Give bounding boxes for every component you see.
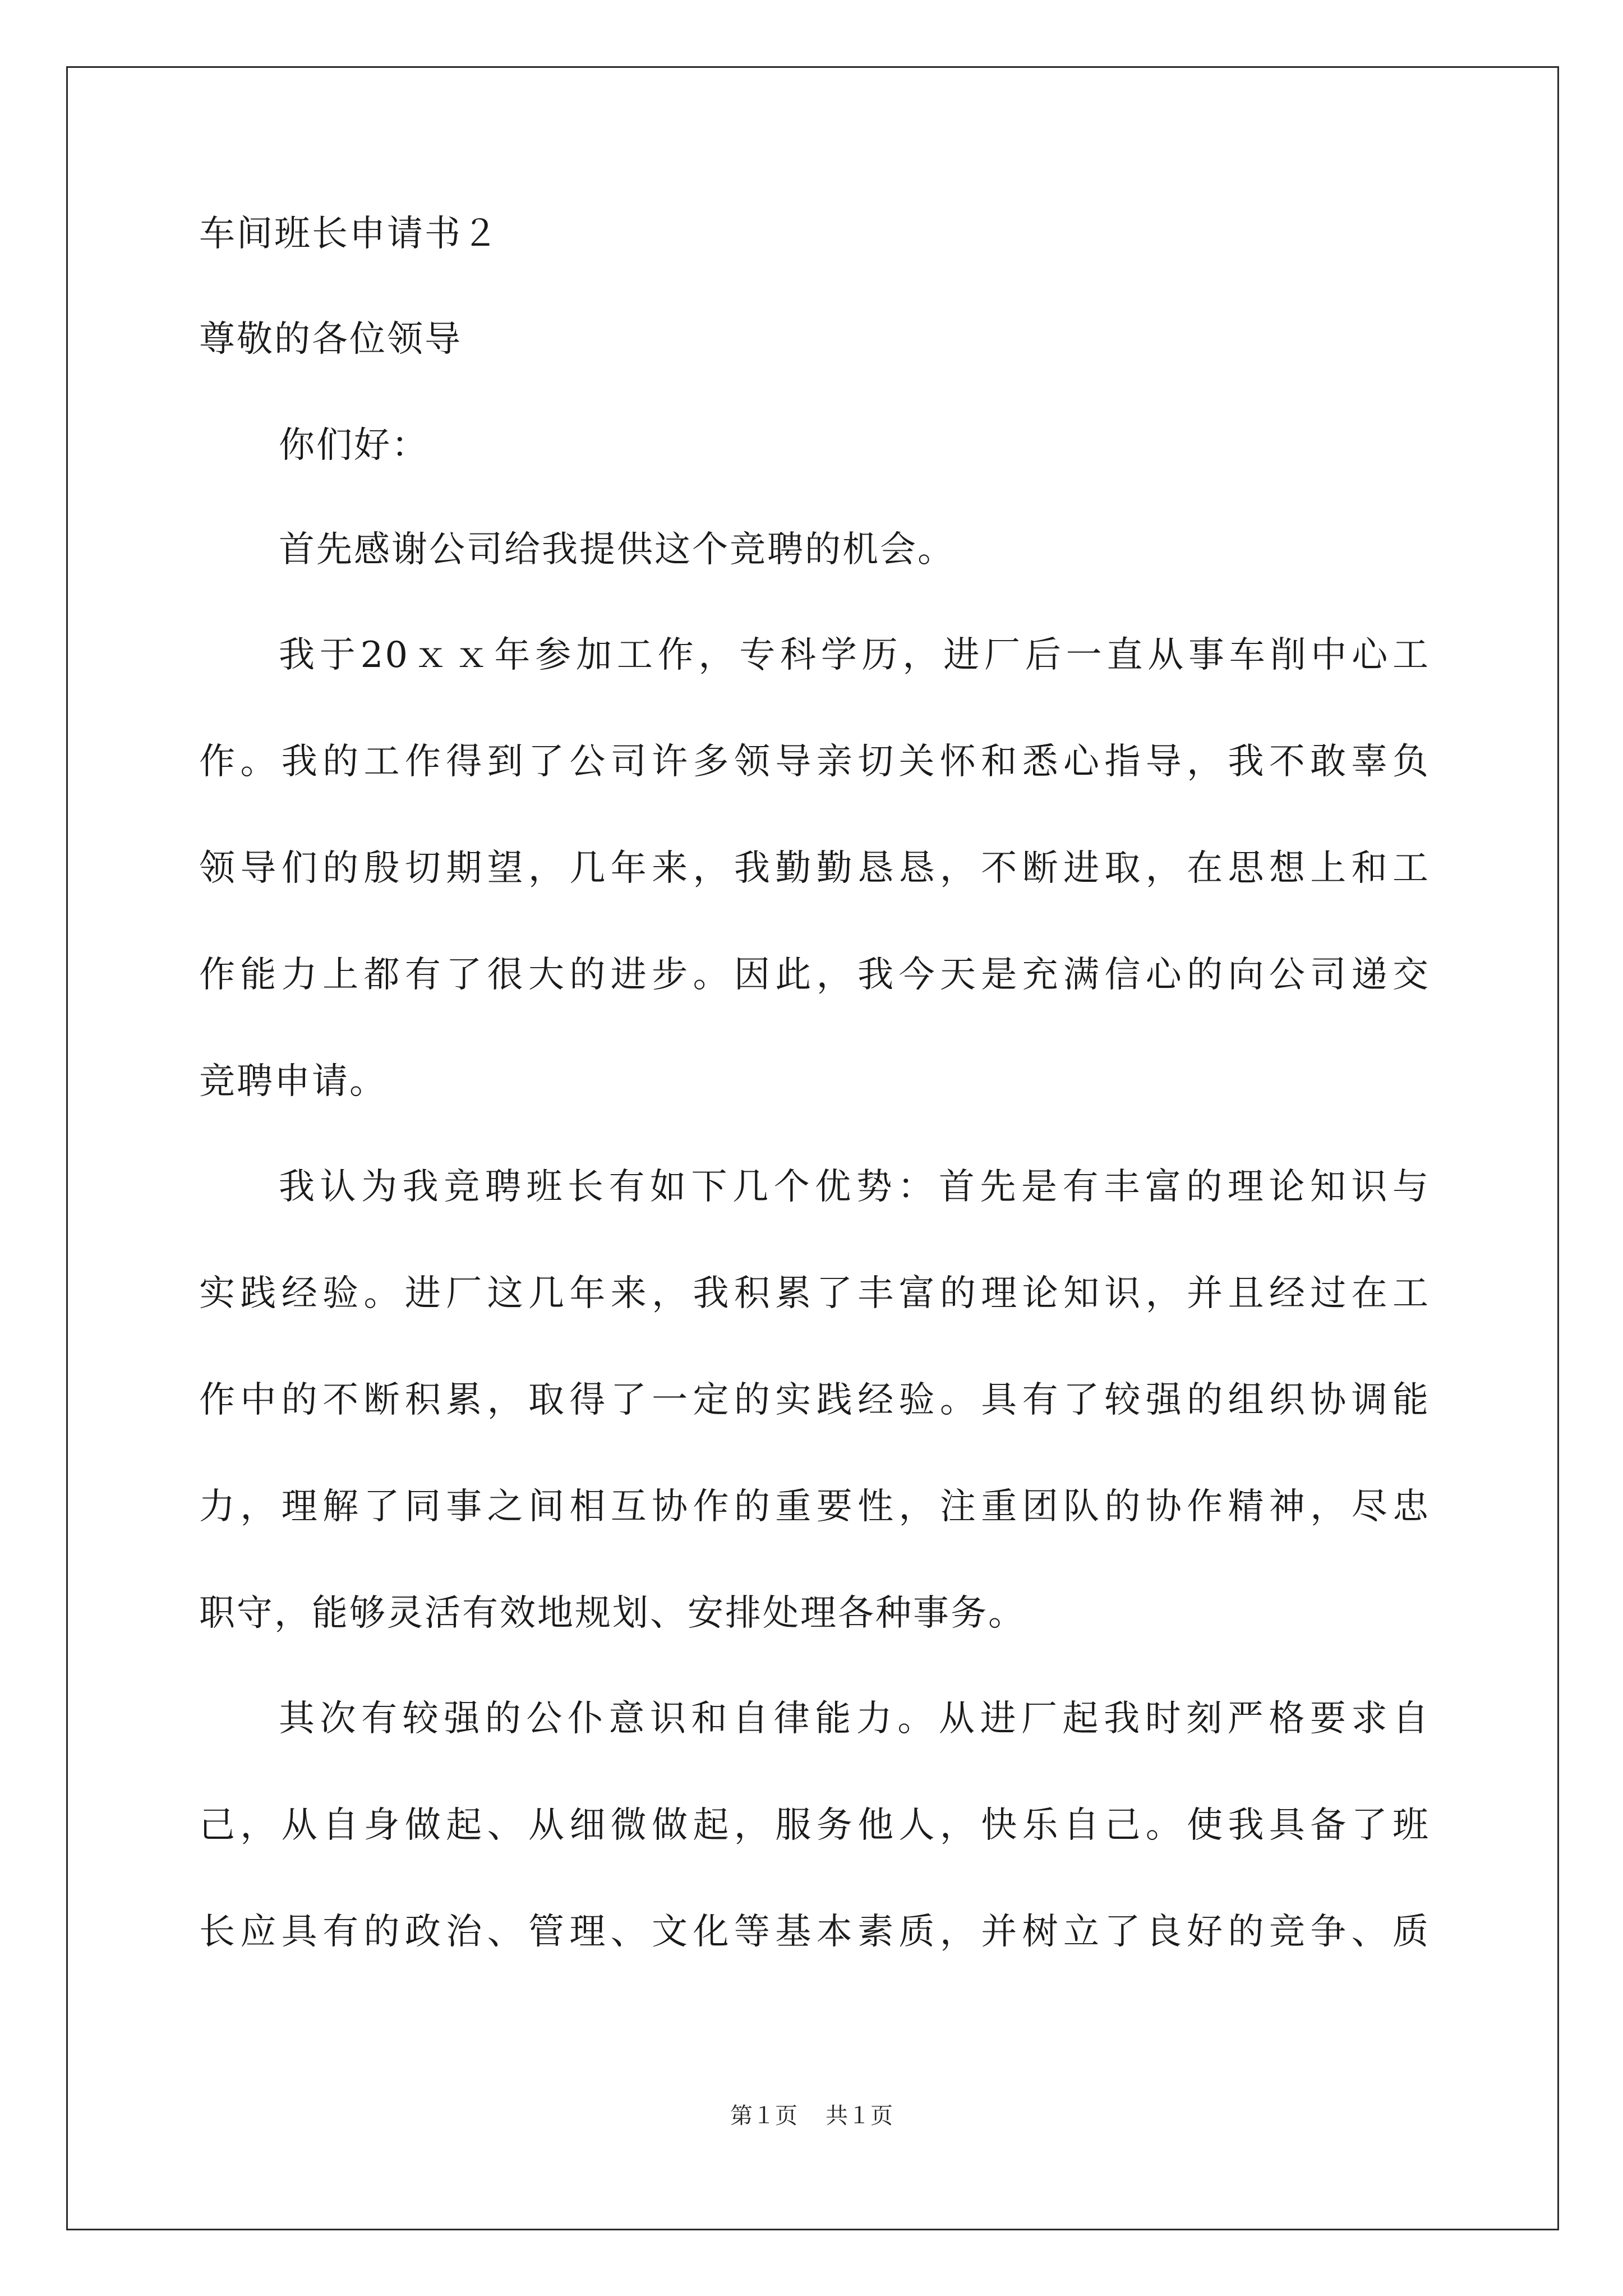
salutation: 尊敬的各位领导 [199, 319, 462, 360]
paragraph-line: 力，理解了同事之间相互协作的重要性，注重团队的协作精神，尽忠 [199, 1486, 1430, 1527]
paragraph-line: 首先感谢公司给我提供这个竞聘的机会。 [279, 529, 955, 570]
document-title: 车间班长申请书２ [199, 213, 500, 255]
paragraph-line: 作。我的工作得到了公司许多领导亲切关怀和悉心指导，我不敢辜负 [199, 741, 1430, 783]
paragraph-line: 我于20ｘｘ年参加工作，专科学历，进厂后一直从事车削中心工 [279, 634, 1430, 676]
paragraph-2 [199, 634, 1430, 1102]
paragraph-4 [199, 1698, 1430, 1953]
paragraph-line: 职守，能够灵活有效地规划、安排处理各种事务。 [199, 1593, 1026, 1634]
paragraph-line: 我认为我竞聘班长有如下几个优势：首先是有丰富的理论知识与 [279, 1166, 1430, 1208]
page-total: 共１页 [826, 2103, 893, 2129]
greeting: 你们好： [279, 425, 429, 466]
paragraph-line: 实践经验。进厂这几年来，我积累了丰富的理论知识，并且经过在工 [199, 1273, 1430, 1314]
paragraph-line: 竞聘申请。 [199, 1061, 387, 1102]
page-number: 第１页 [730, 2103, 797, 2129]
paragraph-3 [199, 1166, 1430, 1634]
paragraph-line: 领导们的殷切期望，几年来，我勤勤恳恳，不断进取，在思想上和工 [199, 848, 1430, 889]
paragraph-line: 己，从自身做起、从细微做起，服务他人，快乐自己。使我具备了班 [199, 1805, 1430, 1846]
paragraph-line: 作中的不断积累，取得了一定的实践经验。具有了较强的组织协调能 [199, 1379, 1430, 1421]
paragraph-line: 其次有较强的公仆意识和自律能力。从进厂起我时刻严格要求自 [279, 1698, 1430, 1740]
document-body [199, 213, 1430, 2019]
paragraph-line: 长应具有的政治、管理、文化等基本素质，并树立了良好的竞争、质 [199, 1911, 1430, 1953]
paragraph-1 [199, 529, 1430, 570]
page-footer [0, 2098, 1623, 2130]
paragraph-line: 作能力上都有了很大的进步。因此，我今天是充满信心的向公司递交 [199, 954, 1430, 996]
